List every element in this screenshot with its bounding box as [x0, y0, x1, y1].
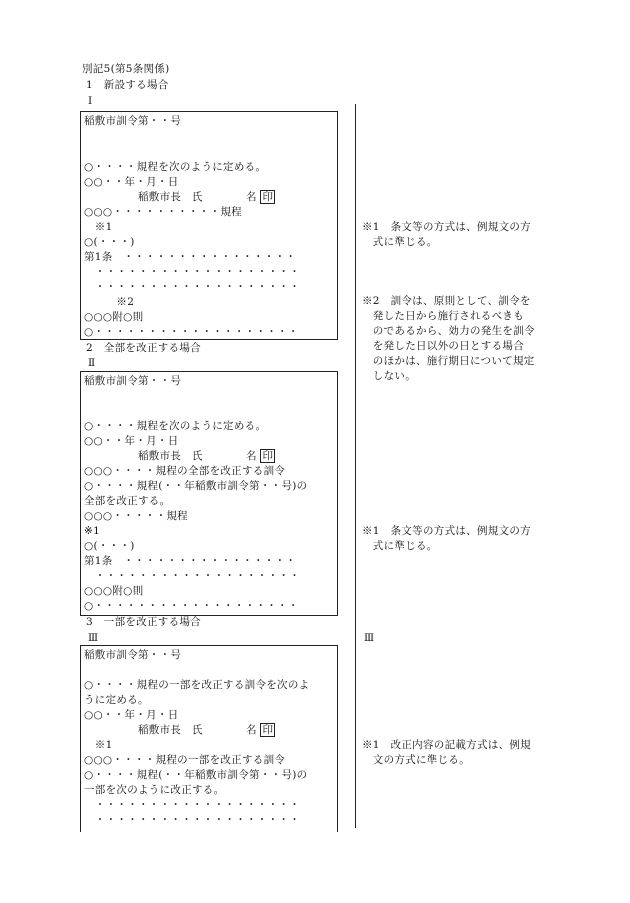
note-section-1-2: ※2 訓令は、原則として、訓令を 発した日から施行されるべきも のであるから、効力の発生を訓令 を発した日以外の日とする場合 のほかは、施行期日について規定 しない。: [362, 295, 535, 382]
line: ○○○・・・・規程の全部を改正する訓令: [84, 465, 286, 477]
section-3-heading: 3 一部を改正する場合: [86, 616, 201, 628]
line: 一部を次のように改正する。: [84, 784, 225, 796]
line: ※1: [84, 221, 113, 233]
note-section-3-1: ※1 改正内容の記載方式は、例規 文の方式に準じる。: [362, 739, 531, 766]
line: 稲敷市訓令第・・号: [84, 115, 182, 127]
line: ○・・・・・・・・・・・・・・・・・・・: [84, 326, 299, 338]
line: ※2: [84, 296, 135, 308]
line: ・・・・・・・・・・・・・・・・・・・: [84, 799, 300, 811]
line: ※1: [84, 525, 101, 537]
line: ・・・・・・・・・・・・・・・・・・・: [84, 814, 300, 826]
section-3-roman-right: Ⅲ: [364, 632, 375, 644]
line: うに定める。: [84, 694, 149, 706]
line: ○○○附○則: [84, 585, 144, 597]
line: ○○○・・・・規程の一部を改正する訓令: [84, 754, 286, 766]
line: ○○○附○則: [84, 311, 144, 323]
line: ○(・・・): [84, 540, 135, 552]
line: ○・・・・・・・・・・・・・・・・・・・: [84, 600, 299, 612]
line: ○○・・年・月・日: [84, 176, 179, 188]
line: ・・・・・・・・・・・・・・・・・・・: [84, 281, 300, 293]
line: [84, 449, 275, 463]
line: ○・・・・規程を次のように定める。: [84, 161, 267, 173]
line: ・・・・・・・・・・・・・・・・・・・: [84, 266, 300, 278]
section-3-roman: Ⅲ: [88, 632, 99, 644]
note-section-1-1: ※1 条文等の方式は、例規文の方 式に準じる。: [362, 221, 531, 248]
line: ○・・・・規程を次のように定める。: [84, 420, 267, 432]
line: ○○・・年・月・日: [84, 709, 179, 721]
seal-stamp: 印: [262, 191, 274, 203]
line: 全部を改正する。: [84, 495, 171, 507]
line: ○・・・・規程(・・年稲敷市訓令第・・号)の: [84, 769, 308, 781]
line: ○・・・・規程の一部を改正する訓令を次のよ: [84, 679, 310, 691]
section-1-roman: Ⅰ: [88, 95, 93, 107]
signature-line: 稲敷市長 氏 名: [84, 450, 257, 462]
line: 稲敷市訓令第・・号: [84, 649, 182, 661]
note-section-2-1: ※1 条文等の方式は、例規文の方 式に準じる。: [362, 525, 531, 552]
line: [84, 190, 275, 204]
seal-stamp: 印: [262, 724, 274, 736]
line: ・・・・・・・・・・・・・・・・・・・: [84, 570, 300, 582]
line: ○○○・・・・・規程: [84, 510, 188, 522]
signature-line: 稲敷市長 氏 名: [84, 724, 257, 736]
line: ○○○・・・・・・・・・・規程: [84, 206, 242, 218]
seal-stamp: 印: [262, 450, 274, 462]
line: [84, 723, 275, 737]
line: ○・・・・規程(・・年稲敷市訓令第・・号)の: [84, 480, 308, 492]
line: ※1: [84, 739, 113, 751]
document-header: 別記5(第5条関係): [82, 63, 170, 75]
line: ○(・・・): [84, 236, 135, 248]
section-1-heading: 1 新設する場合: [86, 79, 169, 91]
signature-line: 稲敷市長 氏 名: [84, 191, 257, 203]
line: ○○・・年・月・日: [84, 435, 179, 447]
section-2-roman: Ⅱ: [88, 357, 96, 369]
line: 第1条 ・・・・・・・・・・・・・・・・: [84, 251, 297, 263]
line: 第1条 ・・・・・・・・・・・・・・・・: [84, 555, 297, 567]
column-divider: [355, 104, 356, 828]
line: 稲敷市訓令第・・号: [84, 375, 182, 387]
section-2-heading: 2 全部を改正する場合: [86, 342, 201, 354]
